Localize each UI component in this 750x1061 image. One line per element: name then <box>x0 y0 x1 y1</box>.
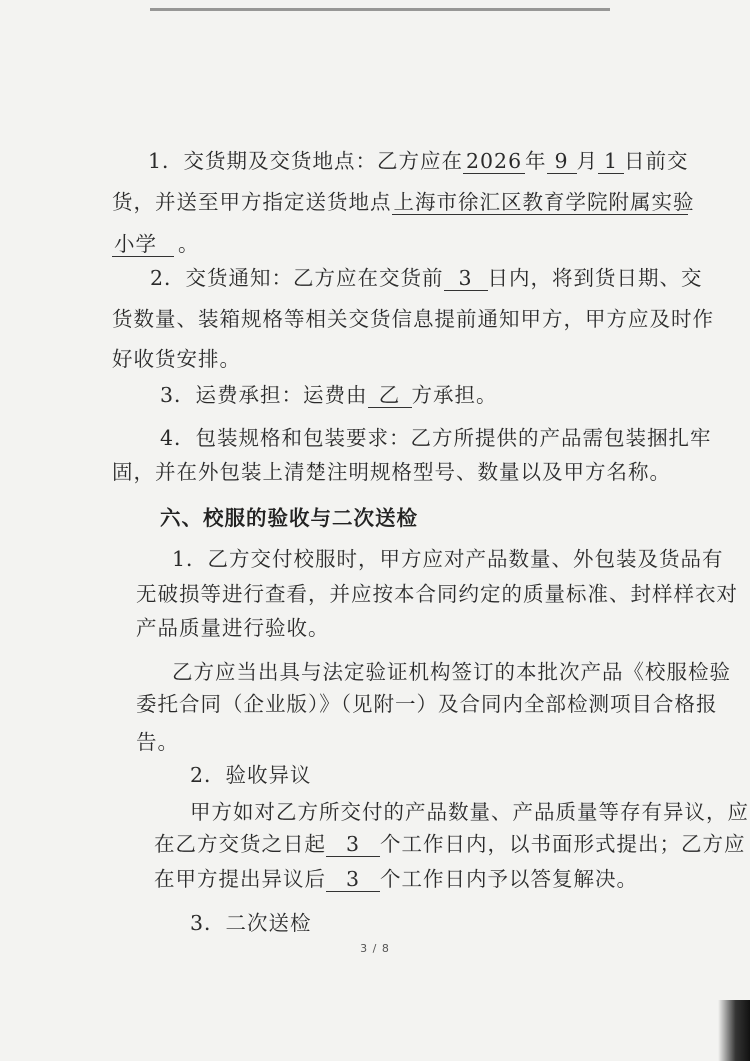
objection-line-1: 甲方如对乙方所交付的产品数量、产品质量等存有异议，应 <box>190 800 749 824</box>
inspect-line-3: 产品质量进行验收。 <box>136 616 330 640</box>
text: 个工作日内予以答复解决。 <box>380 867 638 891</box>
freight-line <box>160 381 740 409</box>
text: 个工作日内，以书面形式提出；乙方应 <box>380 832 746 856</box>
section-heading-6: 六、校服的验收与二次送检 <box>160 506 418 530</box>
text: 方承担。 <box>411 383 498 407</box>
filled-days: 3 <box>444 266 488 291</box>
resubmit-title: 3．二次送检 <box>190 911 312 935</box>
report-line-2: 委托合同（企业版）》（见附一）及合同内全部检测项目合格报 <box>136 692 718 716</box>
page-number: 3 / 8 <box>360 942 390 955</box>
objection-title: 2．验收异议 <box>190 763 312 787</box>
text: 货，并送至甲方指定送货地点 <box>112 190 392 214</box>
delivery-line-2 <box>112 188 695 216</box>
notice-line-1 <box>150 264 730 292</box>
objection-line-3 <box>154 865 734 893</box>
filled-party: 乙 <box>368 383 412 408</box>
inspect-line-2: 无破损等进行查看，并应按本合同约定的质量标准、封样样衣对 <box>136 582 738 606</box>
filled-address: 上海市徐汇区教育学院附属实验 <box>393 190 695 214</box>
filled-day: 1 <box>598 149 624 174</box>
text: 日内，将到货日期、交 <box>487 266 703 290</box>
delivery-line-3 <box>112 230 692 258</box>
filled-address-cont: 小学 <box>112 232 174 257</box>
notice-line-2: 货数量、装箱规格等相关交货信息提前通知甲方，甲方应及时作 <box>112 307 714 331</box>
filled-month: 9 <box>547 149 577 174</box>
filled-workdays: 3 <box>326 832 380 857</box>
text: 月 <box>576 149 599 173</box>
inspect-line-1: 1．乙方交付校服时，甲方应对产品数量、外包装及货品有 <box>172 547 724 571</box>
filled-year: 2026 <box>463 149 525 174</box>
text: 在甲方提出异议后 <box>154 867 326 891</box>
scan-shadow <box>718 1000 750 1061</box>
report-line-1: 乙方应当出具与法定验证机构签订的本批次产品《校服检验 <box>172 660 731 684</box>
packing-line-2: 固，并在外包装上清楚注明规格型号、数量以及甲方名称。 <box>112 460 671 484</box>
text: 在乙方交货之日起 <box>154 832 326 856</box>
text: 年 <box>525 149 547 173</box>
delivery-line-1 <box>148 147 728 175</box>
text: 。 <box>178 232 200 256</box>
scan-top-edge <box>150 8 610 11</box>
packing-line-1: 4．包装规格和包装要求：乙方所提供的产品需包装捆扎牢 <box>160 426 712 450</box>
text: 日前交 <box>624 149 689 173</box>
notice-line-3: 好收货安排。 <box>112 347 241 371</box>
objection-line-2 <box>154 830 746 858</box>
text: 3．运费承担：运费由 <box>160 383 368 407</box>
text: 2．交货通知：乙方应在交货前 <box>150 266 444 290</box>
report-line-3: 告。 <box>136 730 179 754</box>
text: 1．交货期及交货地点：乙方应在 <box>148 149 464 173</box>
filled-workdays: 3 <box>326 867 380 892</box>
